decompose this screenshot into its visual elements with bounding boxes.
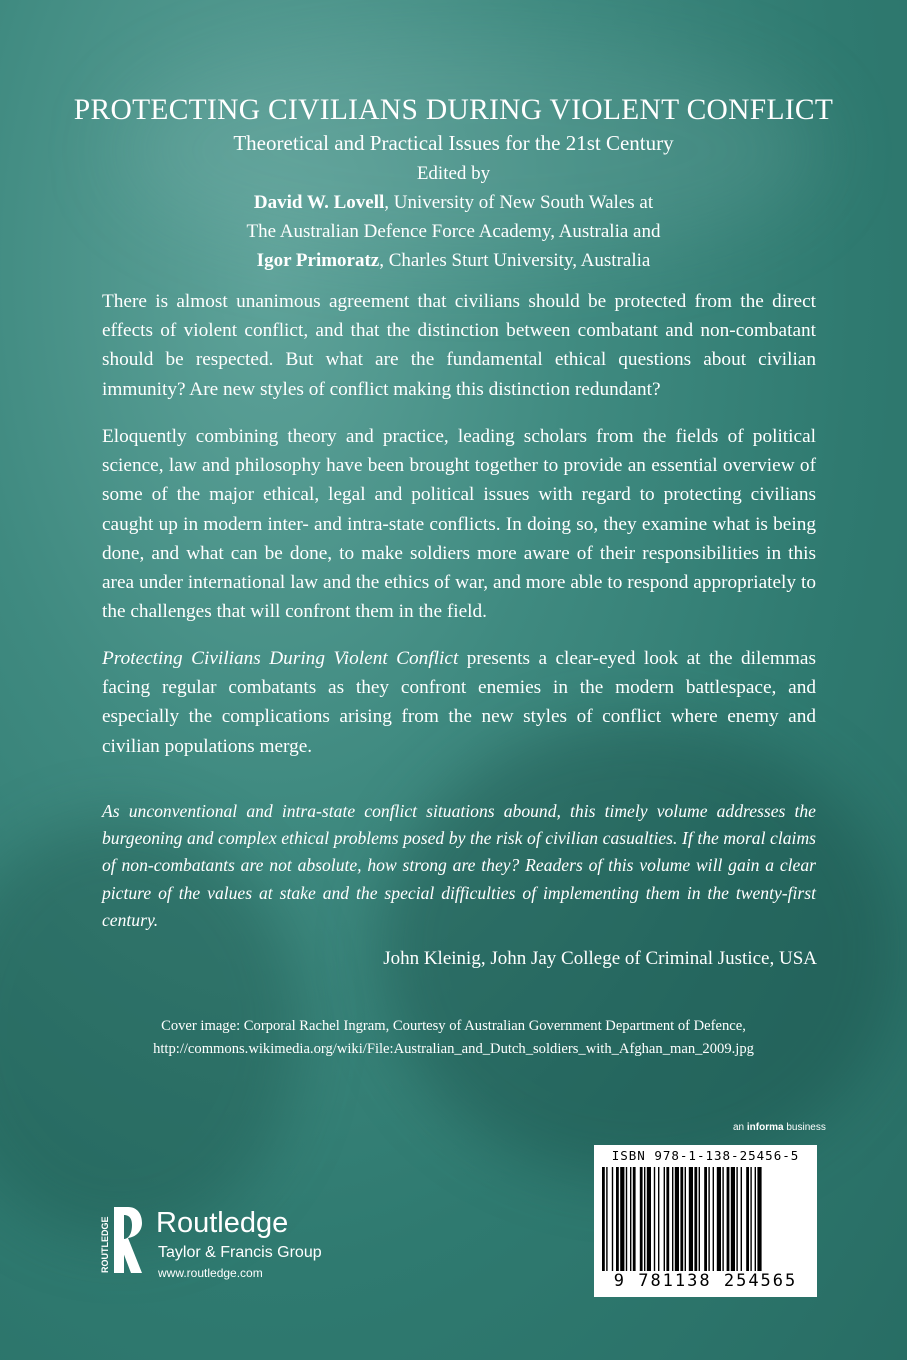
barcode-bar <box>672 1167 673 1271</box>
credit-line-1: Cover image: Corporal Rachel Ingram, Courtesy of Australian Government Department of Defence, <box>161 1018 746 1034</box>
barcode-bar <box>664 1167 665 1271</box>
editor-2-affiliation: , Charles Sturt University, Australia <box>379 250 651 271</box>
barcode-bar <box>757 1167 761 1271</box>
barcode-bar <box>736 1167 737 1271</box>
barcode-bar <box>616 1167 619 1271</box>
edited-by-label: Edited by <box>416 163 491 184</box>
barcode-bar <box>713 1167 714 1271</box>
svg-text:ROUTLEDGE: ROUTLEDGE <box>100 1216 110 1273</box>
barcode-bar <box>633 1167 636 1271</box>
editor-1 <box>0 188 907 217</box>
barcode-bar <box>630 1167 631 1271</box>
barcode-bar <box>666 1167 669 1271</box>
barcode-digits: 9 781138 254565 <box>613 1271 798 1291</box>
barcode-bar <box>731 1167 735 1271</box>
informa-prefix: an <box>733 1122 747 1133</box>
informa-suffix: business <box>783 1122 826 1133</box>
informa-brand: informa <box>746 1122 784 1133</box>
isbn-barcode <box>594 1145 817 1297</box>
barcode-bar <box>626 1167 627 1271</box>
editor-1-affiliation: , University of New South Wales at <box>384 192 654 213</box>
barcode-bar <box>689 1167 693 1271</box>
credit-line-2: http://commons.wikimedia.org/wiki/File:Australian_and_Dutch_soldiers_with_Afghan_man_2009.jpg <box>153 1041 754 1057</box>
barcode-bar <box>727 1167 730 1271</box>
book-title-inline: Protecting Civilians During Violent Conflict <box>102 648 459 669</box>
publisher-name: Routledge <box>156 1207 289 1239</box>
editor-2-name: Igor Primoratz <box>256 250 380 271</box>
barcode-bar <box>685 1167 686 1271</box>
barcode-bar <box>746 1167 749 1271</box>
barcode-bar <box>647 1167 651 1271</box>
publisher-logo <box>98 1205 358 1285</box>
routledge-vertical-label-icon <box>96 1213 112 1275</box>
review-quote: As unconventional and intra-state conflict situations abound, this timely volume addresses the burgeoning and complex ethical problems posed by the risk of civilian casualties. If the moral claims of non-combatants are not absolute, how strong are they? Readers of this volume will gain a clear picture of the values at stake and the special difficulties of implementing them in the twenty-first century. <box>102 801 816 930</box>
barcode-bar <box>755 1167 756 1271</box>
barcode-bar <box>658 1167 659 1271</box>
isbn-text: ISBN 978-1-138-25456-5 <box>611 1148 800 1163</box>
informa-tagline <box>733 1122 826 1133</box>
cover-image-credit <box>0 1015 907 1061</box>
barcode-bar <box>750 1167 751 1271</box>
barcode-bar <box>722 1167 723 1271</box>
editor-1-name: David W. Lovell <box>253 192 385 213</box>
barcode-bar <box>704 1167 707 1271</box>
header <box>0 92 907 275</box>
barcode-bar <box>640 1167 643 1271</box>
barcode-bar <box>602 1167 605 1271</box>
barcode-bar <box>620 1167 624 1271</box>
description-paragraph-3 <box>102 644 816 761</box>
barcode-bar <box>741 1167 742 1271</box>
barcode-bar <box>680 1167 683 1271</box>
publisher-url: www.routledge.com <box>158 1266 263 1280</box>
editor-2 <box>0 246 907 275</box>
barcode-bar <box>699 1167 700 1271</box>
review-attribution: John Kleinig, John Jay College of Criminal Justice, USA <box>383 948 817 969</box>
barcode-bar <box>708 1167 709 1271</box>
book-subtitle: Theoretical and Practical Issues for the 21st Century <box>233 131 674 155</box>
book-title: PROTECTING CIVILIANS DURING VIOLENT CONFLICT <box>73 94 834 126</box>
paragraph-3-text: presents a clear-eyed look at the dilemmas facing regular combatants as they confront enemies in the modern battlespace, and especially the complications arising from the new styles of conflict where enemy and civilian populations merge. <box>102 648 816 757</box>
editor-1-affiliation-cont: The Australian Defence Force Academy, Australia and <box>246 221 661 242</box>
barcode-bar <box>644 1167 645 1271</box>
description-paragraph-1: There is almost unanimous agreement that civilians should be protected from the direct effects of violent conflict, and that the distinction between combatant and non-combatant should be respected. But what are the fundamental ethical questions about civilian immunity? Are new styles of conflict making this distinction redundant? <box>102 291 816 400</box>
barcode-bar <box>654 1167 655 1271</box>
barcode-bar <box>612 1167 613 1271</box>
barcode-bar <box>717 1167 721 1271</box>
publisher-group: Taylor & Francis Group <box>158 1244 322 1261</box>
barcode-bar <box>694 1167 697 1271</box>
barcode-bar <box>675 1167 679 1271</box>
barcode-bars <box>602 1167 809 1271</box>
description-paragraph-2: Eloquently combining theory and practice, leading scholars from the fields of political science, law and philosophy have been brought together to provide an essential overview of some of the major ethical, legal and political issues with regard to protecting civilians caught up in modern inter- and intra-state conflicts. In doing so, they examine what is being done, and what can be done, to make soldiers more aware of their responsibilities in this area under international law and the ethics of war, and more able to respond appropriately to the challenges that will confront them in the field. <box>102 426 816 623</box>
barcode-bar <box>606 1167 607 1271</box>
